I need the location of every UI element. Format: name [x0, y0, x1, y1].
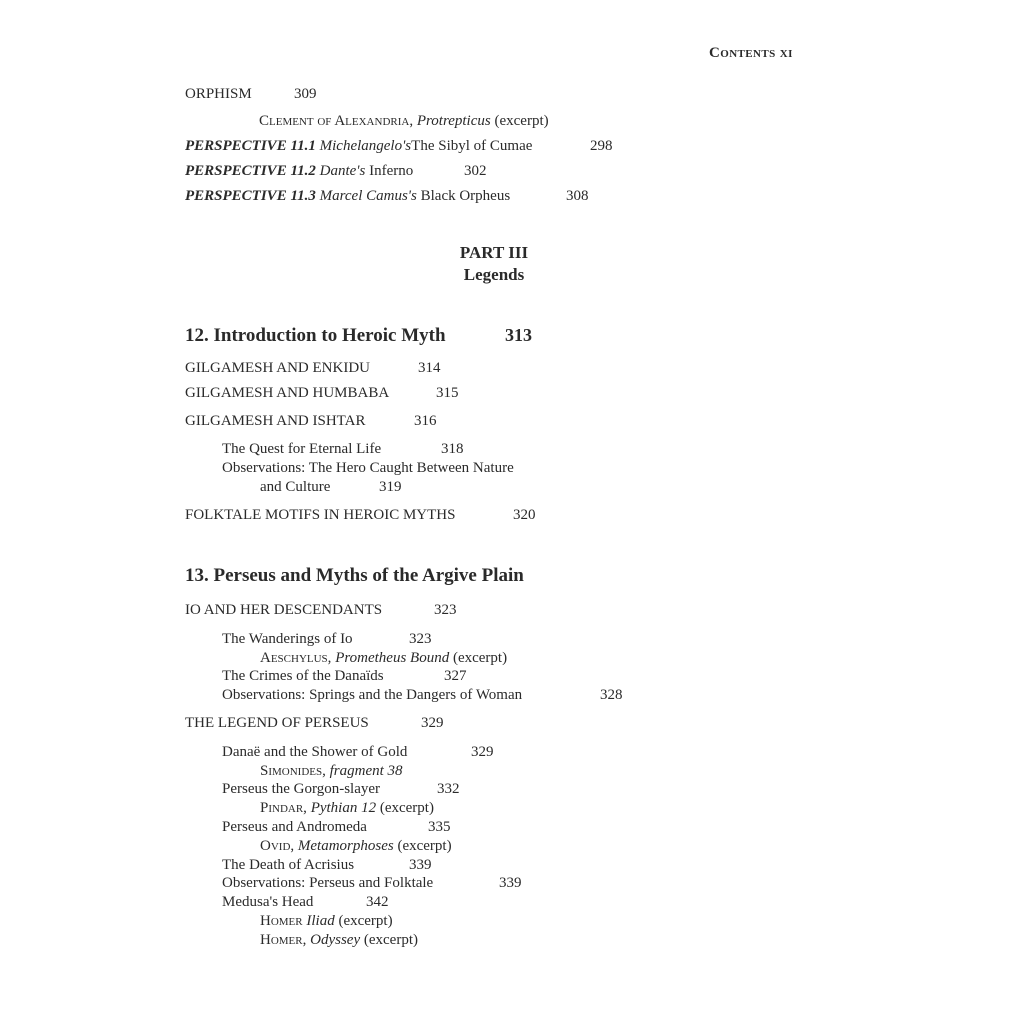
perspective-artist: Dante's	[319, 163, 366, 179]
section-title: GILGAMESH AND ENKIDU	[185, 360, 370, 376]
chapter-page: 313	[505, 325, 532, 345]
section-title: GILGAMESH AND ISHTAR	[185, 413, 366, 429]
section-page: 315	[436, 385, 459, 401]
running-head	[709, 45, 793, 62]
chapter-title: 12. Introduction to Heroic Myth	[185, 325, 446, 346]
subsection-page: 339	[499, 875, 522, 891]
perspective-page: 308	[566, 188, 589, 204]
excerpt-simonides	[260, 763, 403, 780]
subsection-page: 335	[428, 819, 451, 835]
perspective-entry	[185, 163, 413, 180]
excerpt-author: Ovid,	[260, 838, 295, 854]
subsection-title: The Crimes of the Danaïds	[222, 668, 384, 684]
subsection-page: 342	[366, 894, 389, 910]
section-title: ORPHISM	[185, 86, 252, 102]
excerpt-note: (excerpt)	[363, 932, 418, 948]
section-title: IO AND HER DESCENDANTS	[185, 602, 383, 618]
subsection-title: The Quest for Eternal Life	[222, 441, 382, 457]
subsection-page: 332	[437, 781, 460, 797]
perspective-work: The Sibyl of Cumae	[411, 138, 533, 154]
excerpt-clement	[259, 113, 549, 130]
subsection-title: Perseus and Andromeda	[222, 819, 367, 835]
subsection-page: 318	[441, 441, 464, 457]
perspective-artist: Michelangelo's	[319, 138, 412, 154]
excerpt-work: Protrepticus	[416, 113, 491, 129]
excerpt-author: Aeschylus,	[260, 650, 332, 666]
excerpt-work: fragment 38	[329, 763, 403, 779]
excerpt-work: Prometheus Bound	[335, 650, 450, 666]
perspective-label: PERSPECTIVE 11.1	[185, 138, 316, 154]
perspective-work: Black Orpheus	[420, 188, 511, 204]
perspective-page: 302	[464, 163, 487, 179]
section-title: FOLKTALE MOTIFS IN HEROIC MYTHS	[185, 507, 456, 523]
subsection-title: The Wanderings of Io	[222, 631, 353, 647]
excerpt-author: Homer	[260, 913, 303, 929]
section-page: 323	[434, 602, 457, 618]
subsection-title: Danaë and the Shower of Gold	[222, 744, 408, 760]
subsection-page: 329	[471, 744, 494, 760]
subsection-title: Observations: Springs and the Dangers of Woman	[222, 687, 523, 703]
excerpt-author: Pindar,	[260, 800, 307, 816]
running-head-label: Contents	[709, 45, 776, 61]
subsection-title: The Death of Acrisius	[222, 857, 355, 873]
subsection-page: 339	[409, 857, 432, 873]
section-page: 329	[421, 715, 444, 731]
subsection-title: Perseus the Gorgon-slayer	[222, 781, 381, 797]
section-page: 309	[294, 86, 317, 102]
subsection-title: Observations: Perseus and Folktale	[222, 875, 434, 891]
subsection-title: Medusa's Head	[222, 894, 314, 910]
perspective-work: Inferno	[369, 163, 414, 179]
excerpt-work: Odyssey	[310, 932, 361, 948]
perspective-label: PERSPECTIVE 11.2	[185, 163, 316, 179]
subsection-page: 323	[409, 631, 432, 647]
excerpt-work: Iliad	[306, 913, 335, 929]
excerpt-note: (excerpt)	[397, 838, 452, 854]
excerpt-aeschylus	[260, 650, 507, 667]
excerpt-homer-odyssey	[260, 932, 418, 949]
subsection-title-continued: and Culture	[260, 479, 331, 495]
section-page: 316	[414, 413, 437, 429]
excerpt-author: Homer,	[260, 932, 307, 948]
subsection-page: 327	[444, 668, 467, 684]
excerpt-pindar	[260, 800, 434, 817]
perspective-artist: Marcel Camus's	[319, 188, 417, 204]
section-page: 320	[513, 507, 536, 523]
section-title: THE LEGEND OF PERSEUS	[185, 715, 369, 731]
perspective-page: 298	[590, 138, 613, 154]
part-title: Legends	[463, 265, 525, 284]
subsection-page: 328	[600, 687, 623, 703]
section-orphism	[185, 86, 252, 103]
excerpt-author: Simonides,	[260, 763, 326, 779]
perspective-entry	[185, 188, 510, 205]
excerpt-author: Clement of Alexandria,	[259, 113, 414, 129]
subsection-title: Observations: The Hero Caught Between Nature	[222, 460, 514, 476]
excerpt-note: (excerpt)	[338, 913, 393, 929]
running-head-page: xi	[779, 45, 793, 61]
excerpt-note: (excerpt)	[452, 650, 508, 666]
excerpt-homer-iliad	[260, 913, 393, 930]
excerpt-note: (excerpt)	[379, 800, 434, 816]
section-title: GILGAMESH AND HUMBABA	[185, 385, 390, 401]
subsection-page: 319	[379, 479, 402, 495]
perspective-label: PERSPECTIVE 11.3	[185, 188, 316, 204]
excerpt-work: Metamorphoses	[297, 838, 394, 854]
excerpt-ovid	[260, 838, 452, 855]
chapter-title: 13. Perseus and Myths of the Argive Plain	[185, 565, 524, 586]
part-number: PART III	[459, 243, 529, 262]
excerpt-work: Pythian 12	[310, 800, 377, 816]
perspective-entry	[185, 138, 532, 155]
excerpt-note: (excerpt)	[494, 113, 549, 129]
section-page: 314	[418, 360, 441, 376]
